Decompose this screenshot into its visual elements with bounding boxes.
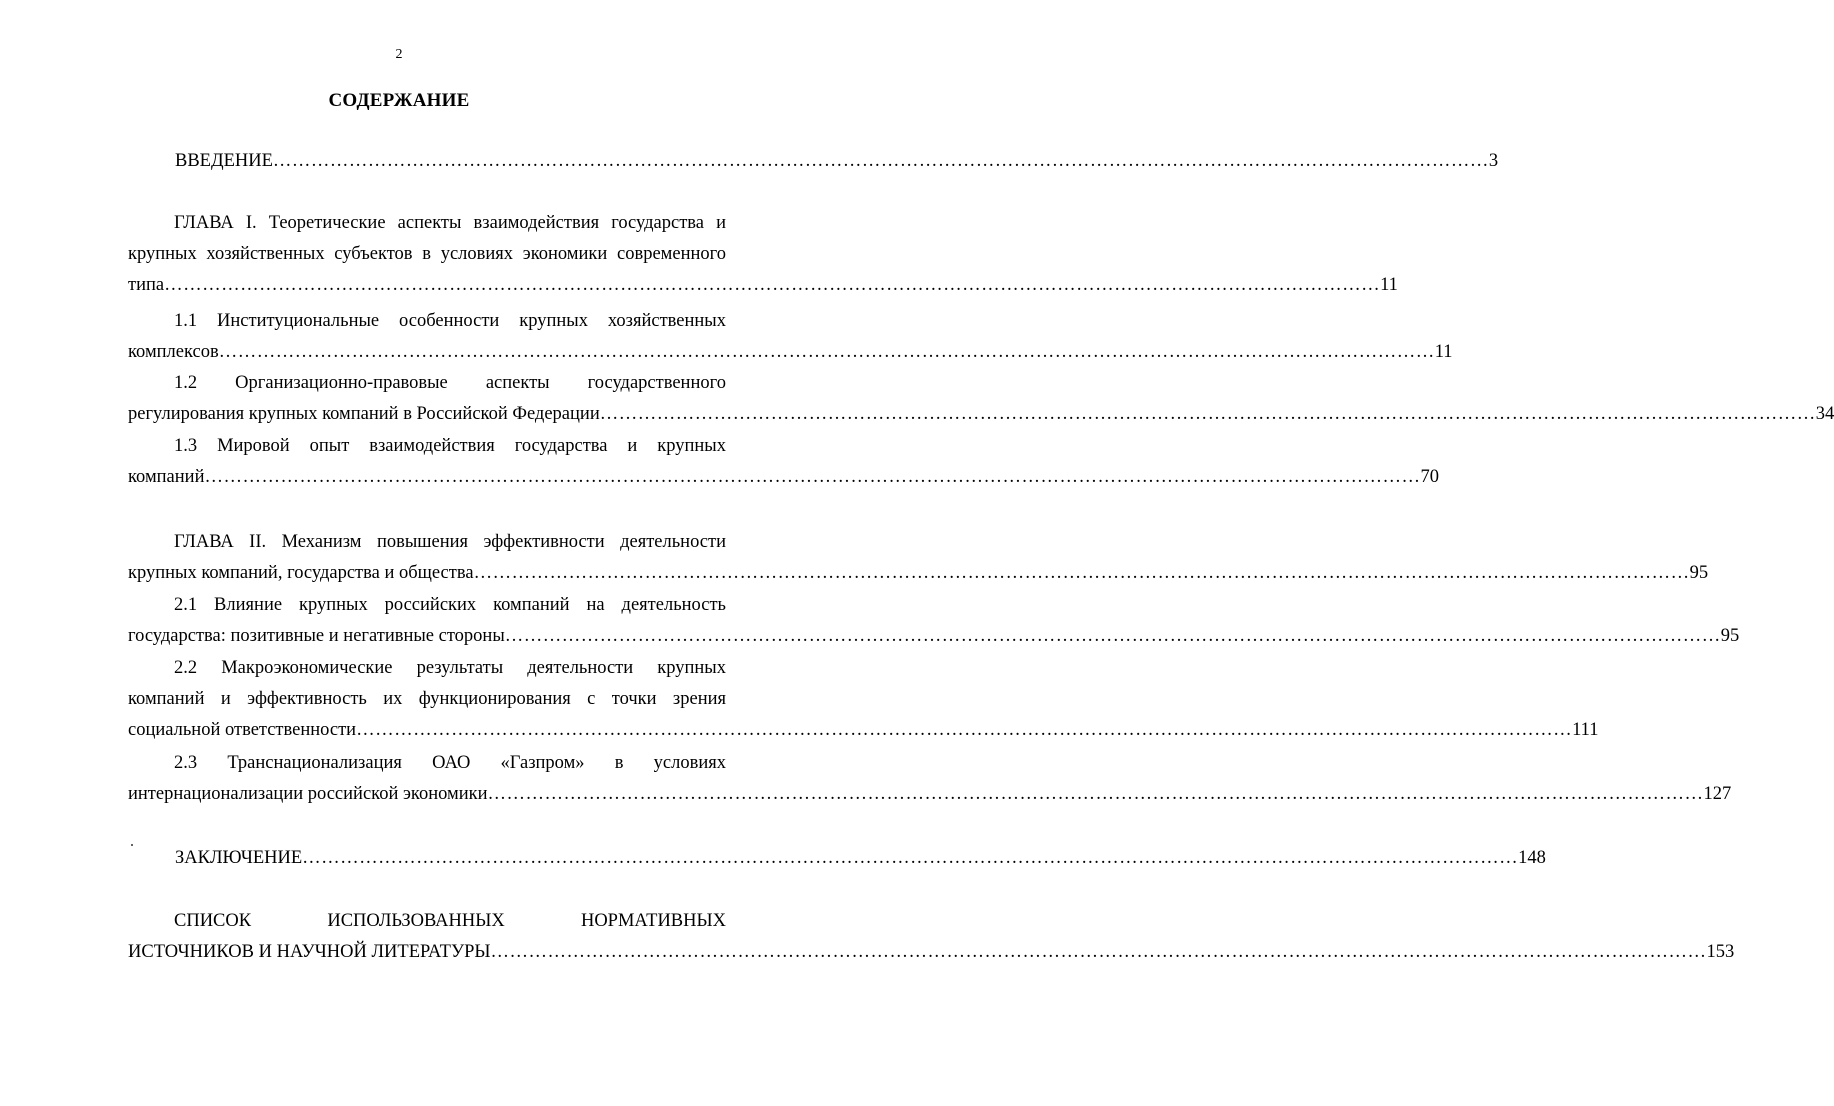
toc-page-number: 11 (1434, 342, 1453, 362)
dot-leader: ………………………………………………………………………………………………………………………………………………………………………… (302, 848, 1519, 868)
toc-entry-section-2-1[interactable] (128, 590, 1740, 652)
toc-entry-chapter-2[interactable] (128, 527, 1709, 589)
toc-page-number: 148 (1518, 848, 1546, 868)
toc-entry-section-2-2[interactable] (128, 653, 1599, 746)
toc-entry-text: ЗАКЛЮЧЕНИЕ (175, 848, 303, 868)
toc-entry-line: ГЛАВА I. Теоретические аспекты взаимодействия государства и (174, 213, 726, 233)
dot-leader: ………………………………………………………………………………………………………………………………………………………………………… (356, 720, 1573, 740)
toc-page-number: 95 (1689, 563, 1709, 583)
toc-entry-text: социальной ответственности (128, 720, 357, 740)
toc-entry-text: крупных компаний, государства и общества (128, 563, 474, 583)
toc-entry-section-1-2[interactable] (128, 368, 1834, 430)
toc-entry-references[interactable] (128, 906, 1735, 968)
toc-entry-text: интернационализации российской экономики (128, 784, 488, 804)
toc-entry-line: крупных хозяйственных субъектов в условиях экономики современного (128, 244, 726, 264)
toc-entry-line: ГЛАВА II. Механизм повышения эффективности деятельности (174, 532, 726, 552)
page-number: 2 (395, 47, 403, 62)
toc-entry-text: компаний (128, 467, 205, 487)
toc-entry-text: государства: позитивные и негативные стороны (128, 626, 505, 646)
toc-entry-line: компаний и эффективность их функционирования с точки зрения (128, 689, 726, 709)
toc-entry-line: 1.1 Институциональные особенности крупных хозяйственных (174, 311, 726, 331)
dot-leader: ………………………………………………………………………………………………………………………………………………………………………… (272, 151, 1489, 171)
toc-entry-section-2-3[interactable] (128, 748, 1732, 810)
toc-entry-line: 1.3 Мировой опыт взаимодействия государства и крупных (174, 436, 726, 456)
toc-page-number: 3 (1488, 151, 1499, 171)
dot-leader: ………………………………………………………………………………………………………………………………………………………………………… (504, 626, 1721, 646)
toc-entry-line: 2.1 Влияние крупных российских компаний на деятельность (174, 595, 726, 615)
toc-page-number: 34 (1815, 404, 1834, 424)
toc-page-number: 95 (1720, 626, 1740, 646)
toc-page-number: 111 (1572, 720, 1599, 740)
dot-leader: ………………………………………………………………………………………………………………………………………………………………………… (218, 342, 1435, 362)
toc-entry-text: ВВЕДЕНИЕ (175, 151, 273, 171)
toc-entry-line: СПИСОК ИСПОЛЬЗОВАННЫХ НОРМАТИВНЫХ (174, 911, 726, 931)
page-title: СОДЕРЖАНИЕ (328, 90, 470, 111)
toc-entry-introduction[interactable] (175, 146, 1499, 177)
dot-leader: ………………………………………………………………………………………………………………………………………………………………………… (204, 467, 1421, 487)
toc-entry-text: комплексов (128, 342, 219, 362)
toc-entry-line: 2.3 Транснационализация ОАО «Газпром» в условиях (174, 753, 726, 773)
toc-entry-line: 1.2 Организационно-правовые аспекты государственного (174, 373, 726, 393)
toc-entry-text: типа (128, 275, 165, 295)
dot-leader: ………………………………………………………………………………………………………………………………………………………………………… (164, 275, 1381, 295)
dot-leader: ………………………………………………………………………………………………………………………………………………………………………… (487, 784, 1704, 804)
toc-page-number: 127 (1703, 784, 1732, 804)
scan-speck (131, 844, 133, 846)
toc-entry-conclusion[interactable] (175, 843, 1546, 874)
toc-page-number: 11 (1380, 275, 1398, 295)
toc-entry-chapter-1[interactable] (128, 208, 1398, 301)
toc-entry-line: 2.2 Макроэкономические результаты деятельности крупных (174, 658, 726, 678)
toc-page-number: 153 (1706, 942, 1735, 962)
toc-entry-section-1-1[interactable] (128, 306, 1453, 368)
dot-leader: ………………………………………………………………………………………………………………………………………………………………………… (473, 563, 1690, 583)
toc-page-number: 70 (1420, 467, 1439, 487)
dot-leader: ………………………………………………………………………………………………………………………………………………………………………… (599, 404, 1816, 424)
dot-leader: ………………………………………………………………………………………………………………………………………………………………………… (490, 942, 1707, 962)
toc-entry-text: ИСТОЧНИКОВ И НАУЧНОЙ ЛИТЕРАТУРЫ (128, 942, 491, 962)
toc-entry-text: регулирования крупных компаний в Российской Федерации (128, 404, 600, 424)
toc-entry-section-1-3[interactable] (128, 431, 1439, 493)
